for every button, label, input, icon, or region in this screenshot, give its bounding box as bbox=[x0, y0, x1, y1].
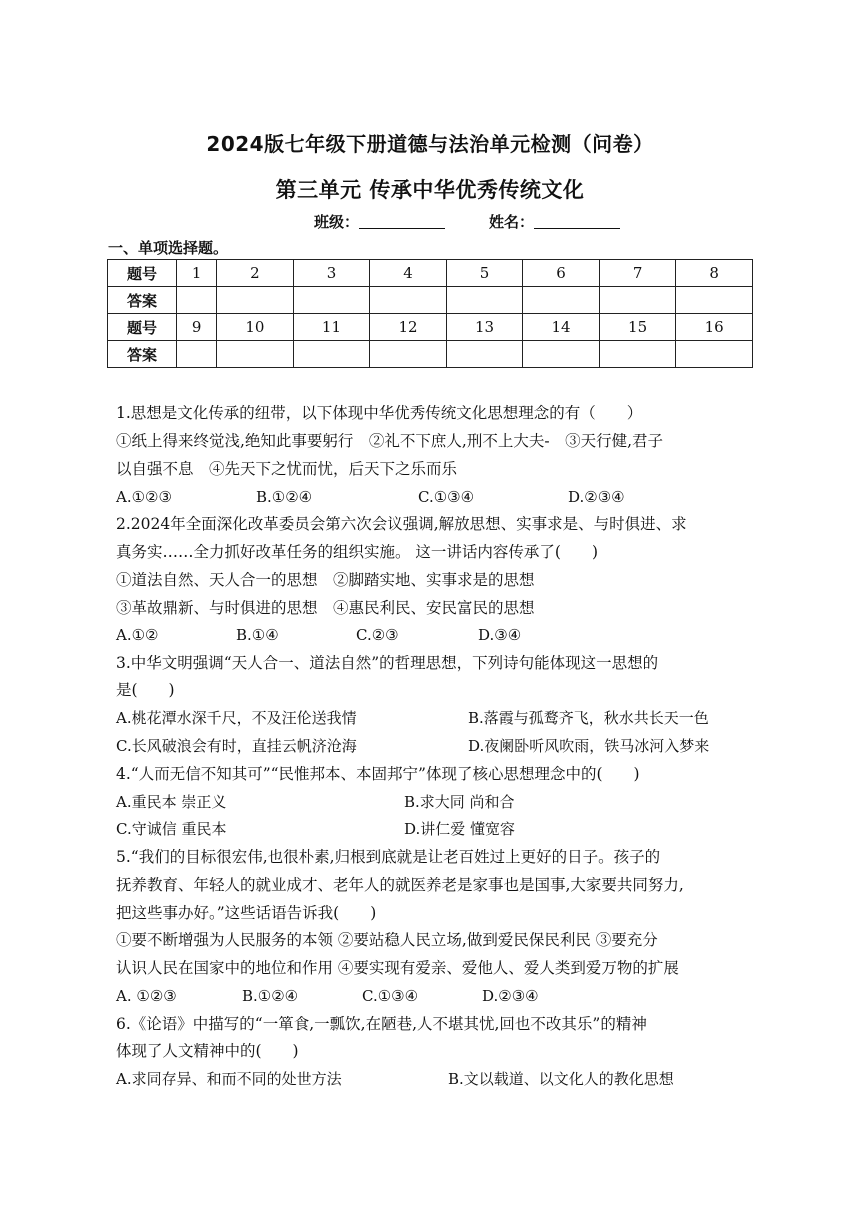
option[interactable]: D.②③④ bbox=[568, 488, 625, 506]
question-number: 2 bbox=[217, 260, 294, 287]
question-number: 12 bbox=[370, 314, 447, 341]
question-5-stem: 抚养教育、年轻人的就业成才、老年人的就医养老是家事也是国事,大家要共同努力, bbox=[116, 876, 684, 894]
question-3-stem: 是( ) bbox=[116, 681, 175, 699]
row-label-answer: 答案 bbox=[108, 341, 177, 368]
question-2-stem: 2.2024年全面深化改革委员会第六次会议强调,解放思想、实事求是、与时俱进、求 bbox=[116, 515, 687, 533]
name-label: 姓名： bbox=[489, 213, 535, 231]
option[interactable]: A.①②③ bbox=[116, 488, 172, 506]
question-number: 16 bbox=[676, 314, 753, 341]
option[interactable]: C.长风破浪会有时，直挂云帆济沧海 bbox=[116, 737, 357, 755]
answer-cell[interactable] bbox=[293, 287, 370, 314]
answer-cell[interactable] bbox=[370, 287, 447, 314]
option[interactable]: C.守诚信 重民本 bbox=[116, 820, 227, 838]
question-5-statements: 认识人民在国家中的地位和作用 ④要实现有爱亲、爱他人、爱人类到爱万物的扩展 bbox=[116, 959, 679, 977]
question-1-statements: 以自强不息 ④先天下之忧而忧，后天下之乐而乐 bbox=[116, 460, 458, 478]
question-number: 4 bbox=[370, 260, 447, 287]
question-2-statements: ③革故鼎新、与时俱进的思想 ④惠民利民、安民富民的思想 bbox=[116, 599, 535, 617]
question-3-stem: 3.中华文明强调“天人合一、道法自然”的哲理思想，下列诗句能体现这一思想的 bbox=[116, 654, 659, 672]
question-number: 11 bbox=[293, 314, 370, 341]
question-4-stem: 4.“人而无信不知其可”“民惟邦本、本固邦宁”体现了核心思想理念中的( ) bbox=[116, 765, 640, 783]
answer-table bbox=[107, 259, 753, 368]
answer-cell[interactable] bbox=[446, 287, 523, 314]
section-heading: 一、单项选择题。 bbox=[108, 239, 229, 257]
question-number: 9 bbox=[177, 314, 217, 341]
question-number: 8 bbox=[676, 260, 753, 287]
option[interactable]: C.①③④ bbox=[418, 488, 475, 506]
table-row bbox=[108, 314, 753, 341]
question-number: 6 bbox=[523, 260, 600, 287]
option[interactable]: B.落霞与孤鹜齐飞，秋水共长天一色 bbox=[468, 709, 709, 727]
question-5-stem: 5.“我们的目标很宏伟,也很朴素,归根到底就是让老百姓过上更好的日子。孩子的 bbox=[116, 848, 661, 866]
question-6-stem: 6.《论语》中描写的“一箪食,一瓢饮,在陋巷,人不堪其忧,回也不改其乐”的精神 bbox=[116, 1015, 647, 1033]
question-number: 14 bbox=[523, 314, 600, 341]
option[interactable]: A.①② bbox=[116, 626, 159, 644]
question-1-stem: 1.思想是文化传承的纽带，以下体现中华优秀传统文化思想理念的有（ ） bbox=[116, 404, 643, 422]
student-info bbox=[314, 211, 620, 232]
option[interactable]: B.文以载道、以文化人的教化思想 bbox=[448, 1070, 674, 1088]
answer-cell[interactable] bbox=[523, 341, 600, 368]
option[interactable]: C.②③ bbox=[356, 626, 399, 644]
answer-cell[interactable] bbox=[446, 341, 523, 368]
option[interactable]: A.桃花潭水深千尺，不及汪伦送我情 bbox=[116, 709, 357, 727]
row-label-answer: 答案 bbox=[108, 287, 177, 314]
option[interactable]: B.①④ bbox=[236, 626, 279, 644]
question-number: 7 bbox=[599, 260, 676, 287]
answer-cell[interactable] bbox=[676, 341, 753, 368]
option[interactable]: D.③④ bbox=[478, 626, 522, 644]
option[interactable]: A.求同存异、和而不同的处世方法 bbox=[116, 1070, 342, 1088]
question-number: 1 bbox=[177, 260, 217, 287]
question-number: 5 bbox=[446, 260, 523, 287]
option[interactable]: D.讲仁爱 懂宽容 bbox=[404, 820, 516, 838]
unit-subtitle: 第三单元 传承中华优秀传统文化 bbox=[275, 178, 585, 202]
answer-cell[interactable] bbox=[523, 287, 600, 314]
option[interactable]: A. ①②③ bbox=[116, 987, 177, 1005]
table-row bbox=[108, 341, 753, 368]
answer-cell[interactable] bbox=[177, 287, 217, 314]
question-number: 13 bbox=[446, 314, 523, 341]
class-blank-field[interactable] bbox=[359, 214, 445, 229]
question-1-statements: ①纸上得来终觉浅,绝知此事要躬行 ②礼不下庶人,刑不上大夫- ③天行健,君子 bbox=[116, 432, 664, 450]
row-label-number: 题号 bbox=[108, 260, 177, 287]
option[interactable]: C.①③④ bbox=[362, 987, 419, 1005]
name-blank-field[interactable] bbox=[534, 214, 620, 229]
question-2-statements: ①道法自然、天人合一的思想 ②脚踏实地、实事求是的思想 bbox=[116, 571, 535, 589]
row-label-number: 题号 bbox=[108, 314, 177, 341]
question-number: 10 bbox=[217, 314, 294, 341]
option[interactable]: D.②③④ bbox=[482, 987, 539, 1005]
class-label: 班级： bbox=[314, 213, 360, 231]
answer-cell[interactable] bbox=[599, 341, 676, 368]
option[interactable]: D.夜阑卧听风吹雨，铁马冰河入梦来 bbox=[468, 737, 710, 755]
question-5-stem: 把这些事办好。”这些话语告诉我( ) bbox=[116, 904, 377, 922]
answer-cell[interactable] bbox=[599, 287, 676, 314]
option[interactable]: B.①②④ bbox=[242, 987, 299, 1005]
answer-cell[interactable] bbox=[217, 341, 294, 368]
option[interactable]: A.重民本 崇正义 bbox=[116, 793, 227, 811]
question-2-stem: 真务实……全力抓好改革任务的组织实施。 这一讲话内容传承了( ) bbox=[116, 543, 599, 561]
answer-cell[interactable] bbox=[676, 287, 753, 314]
question-6-stem: 体现了人文精神中的( ) bbox=[116, 1042, 299, 1060]
answer-cell[interactable] bbox=[217, 287, 294, 314]
option[interactable]: B.①②④ bbox=[256, 488, 313, 506]
question-5-statements: ①要不断增强为人民服务的本领 ②要站稳人民立场,做到爱民保民利民 ③要充分 bbox=[116, 931, 658, 949]
table-row bbox=[108, 287, 753, 314]
question-number: 15 bbox=[599, 314, 676, 341]
option[interactable]: B.求大同 尚和合 bbox=[404, 793, 515, 811]
table-row bbox=[108, 260, 753, 287]
answer-cell[interactable] bbox=[177, 341, 217, 368]
answer-cell[interactable] bbox=[293, 341, 370, 368]
exam-title: 2024版七年级下册道德与法治单元检测（问卷） bbox=[206, 132, 654, 156]
question-number: 3 bbox=[293, 260, 370, 287]
answer-cell[interactable] bbox=[370, 341, 447, 368]
